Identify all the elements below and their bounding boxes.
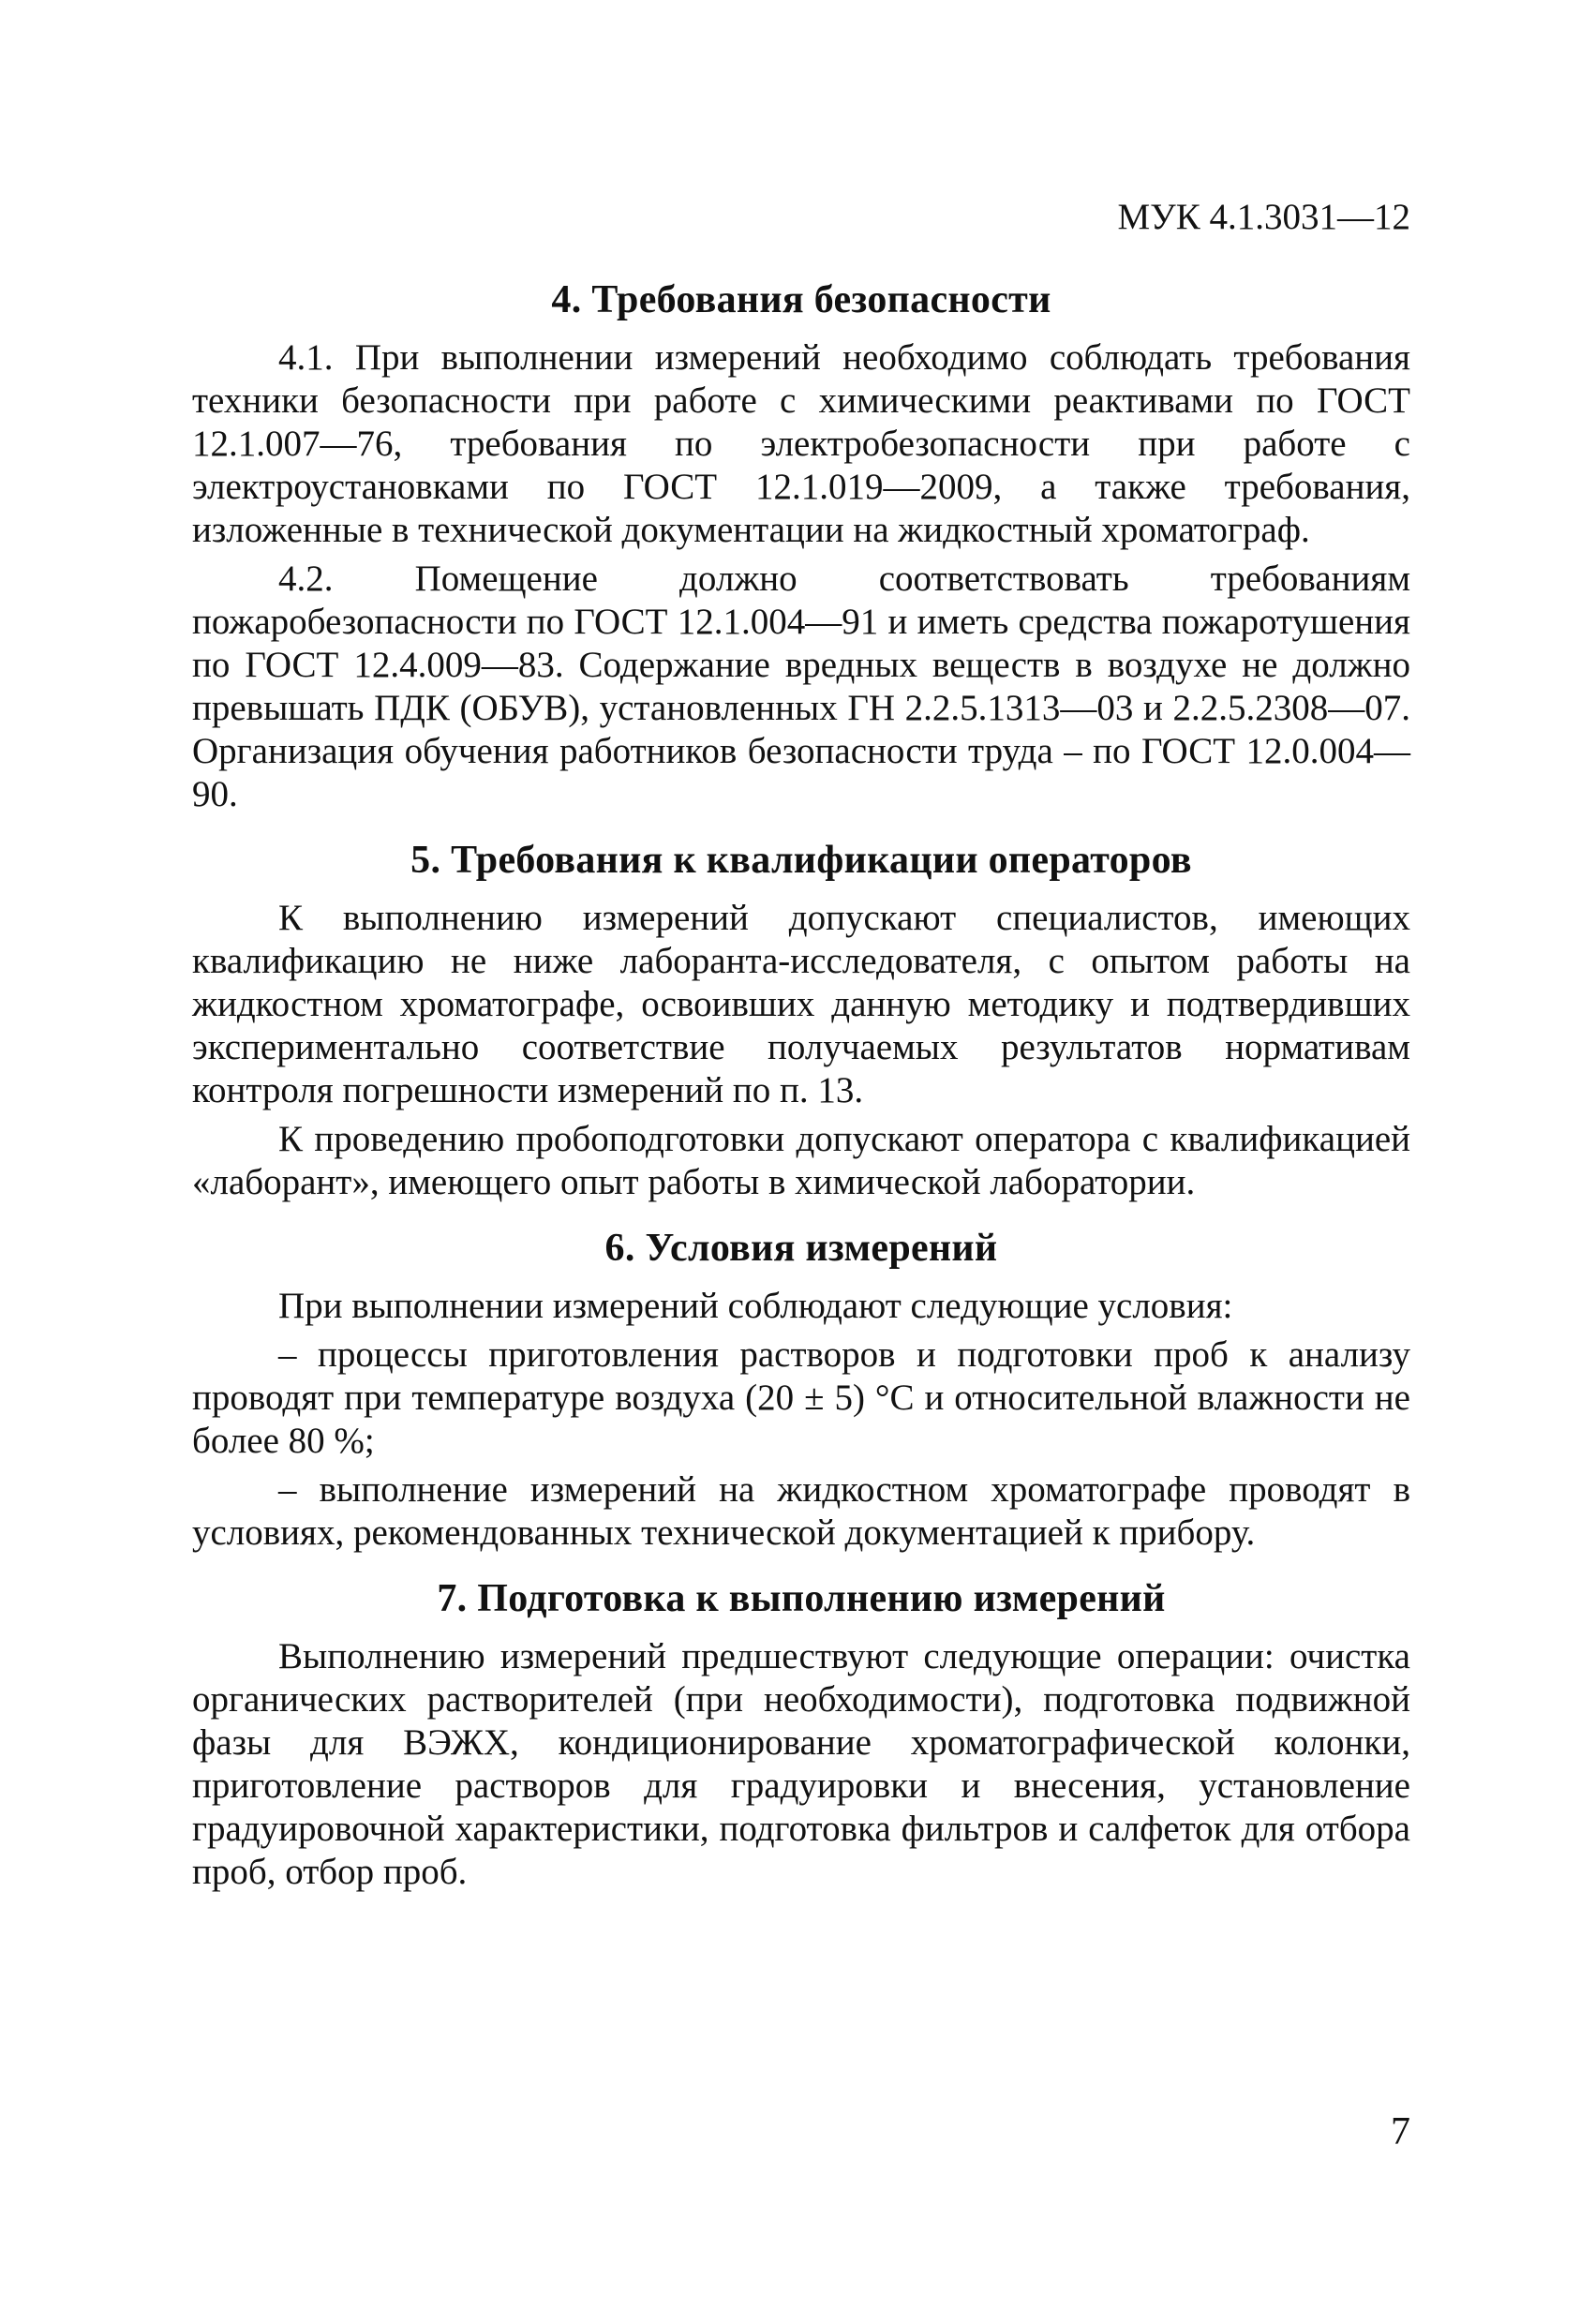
section-title: 4. Требования безопасности <box>551 278 1051 321</box>
document-page <box>192 0 1410 2324</box>
section-title: 5. Требования к квалификации операторов <box>410 839 1192 882</box>
section-measurement-conditions <box>192 1225 1410 1555</box>
section-title: 7. Подготовка к выполнению измерений <box>437 1577 1166 1620</box>
document-code: МУК 4.1.3031—12 <box>1117 197 1410 237</box>
section-operator-qualification <box>192 837 1410 1204</box>
paragraph: – выполнение измерений на жидкостном хроматографе проводят в условиях, рекомендованных технической документацией к прибору. <box>192 1469 1410 1553</box>
paragraph: 4.2. Помещение должно соответствовать требованиям пожаробезопасности по ГОСТ 12.1.004—91 и иметь средства пожаротушения по ГОСТ 12.4.009—83. Содержание вредных веществ в воздухе не должно превышать ПДК (ОБУВ), установленных ГН 2.2.5.1313—03 и 2.2.5.2308—07. Организация обучения работников безопасности труда – по ГОСТ 12.0.004—90. <box>192 559 1410 814</box>
paragraph: 4.1. При выполнении измерений необходимо соблюдать требования техники безопасности при работе с химическими реактивами по ГОСТ 12.1.007—76, требования по электробезопасности при работе с электроустановками по ГОСТ 12.1.019—2009, а также требования, изложенные в технической документации на жидкостный хроматограф. <box>192 337 1410 550</box>
paragraph: К выполнению измерений допускают специалистов, имеющих квалификацию не ниже лаборанта-исследователя, с опытом работы на жидкостном хроматографе, освоивших данную методику и подтвердивших экспериментально соответствие получаемых результатов нормативам контроля погрешности измерений по п. 13. <box>192 898 1410 1110</box>
paragraph: Выполнению измерений предшествуют следующие операции: очистка органических растворителей (при необходимости), подготовка подвижной фазы для ВЭЖХ, кондиционирование хроматографической колонки, приготовление растворов для градуировки и внесения, установление градуировочной характеристики, подготовка фильтров и салфеток для отбора проб, отбор проб. <box>192 1636 1410 1892</box>
document-body <box>192 276 1410 1914</box>
section-measurement-preparation <box>192 1575 1410 1894</box>
paragraph: При выполнении измерений соблюдают следующие условия: <box>278 1286 1233 1326</box>
paragraph: К проведению пробоподготовки допускают оператора с квалификацией «лаборант», имеющего опыт работы в химической лаборатории. <box>192 1119 1410 1202</box>
section-title: 6. Условия измерений <box>604 1227 998 1270</box>
paragraph: – процессы приготовления растворов и подготовки проб к анализу проводят при температуре воздуха (20 ± 5) °С и относительной влажности не более 80 %; <box>192 1334 1410 1461</box>
section-safety-requirements <box>192 276 1410 816</box>
page-number: 7 <box>1391 2110 1410 2153</box>
